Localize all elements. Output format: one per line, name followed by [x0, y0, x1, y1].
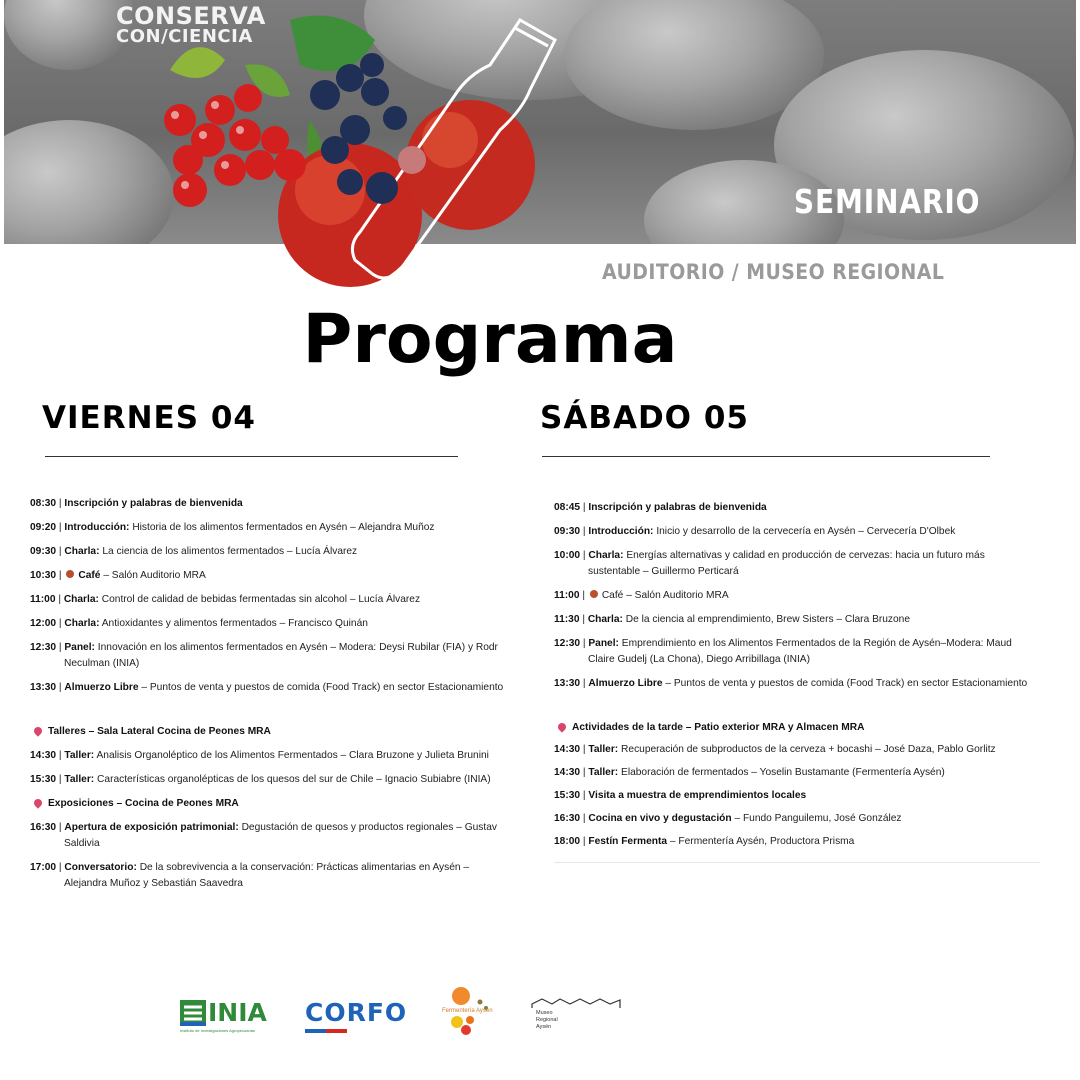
schedule-item-continued: sustentable – Guillermo Perticará [588, 566, 739, 577]
inia-mark-icon [180, 1000, 206, 1026]
schedule-item: 13:30 | Almuerzo Libre – Puntos de venta y puestos de comida (Food Track) en sector Estacionamiento [30, 682, 504, 693]
inia-logo: INIA Instituto de Investigaciones Agropecuarias [180, 998, 267, 1033]
schedule-item: 11:30 | Charla: De la ciencia al emprendimiento, Brew Sisters – Clara Bruzone [554, 614, 911, 625]
schedule-item: 16:30 | Apertura de exposición patrimonial: Degustación de quesos y productos regionales – Gustav [30, 822, 497, 833]
schedule-item: 12:30 | Panel: Innovación en los alimentos fermentados en Aysén – Modera: Deysi Rubilar (FIA) y Rodr [30, 642, 498, 653]
logo-conserva: CONSERVA [116, 2, 266, 30]
corfo-flag-bar [305, 1029, 347, 1033]
schedule-item-continued: Saldivia [64, 838, 100, 849]
schedule-item: 10:00 | Charla: Energías alternativas y calidad en producción de cervezas: hacia un futuro más [554, 550, 985, 561]
schedule-item: 15:30 | Taller: Características organolépticas de los quesos del sur de Chile – Ignacio Subiabre (INIA) [30, 774, 491, 785]
day-heading-friday: VIERNES 04 [42, 400, 256, 436]
fermenteria-logo: Fermentería Aysén [440, 986, 500, 1036]
section-heading-tarde: Actividades de la tarde – Patio exterior MRA y Almacen MRA [554, 720, 1034, 736]
schedule-item-continued: Neculman (INIA) [64, 658, 140, 669]
schedule-item-continued: Claire Gudelj (La Chona), Diego Arribillaga (INIA) [588, 654, 810, 665]
museo-roofline-icon [530, 996, 625, 1010]
museo-logo: Museo Regional Aysén [530, 996, 625, 1036]
location-pin-icon [32, 797, 43, 808]
fruit-bottle-illustration [150, 0, 590, 290]
schedule-item: 08:45 | Inscripción y palabras de bienvenida [554, 502, 767, 513]
section-heading-exposiciones: Exposiciones – Cocina de Peones MRA [30, 796, 528, 812]
venue-label: AUDITORIO / MUSEO REGIONAL [602, 260, 945, 284]
schedule-item: 18:00 | Festín Fermenta – Fermentería Aysén, Productora Prisma [554, 836, 855, 847]
schedule-item: 09:30 | Introducción: Inicio y desarrollo de la cervecería en Aysén – Cervecería D'Olbek [554, 526, 956, 537]
corfo-logo: CORFO [305, 998, 407, 1033]
schedule-item: 12:00 | Charla: Antioxidantes y alimentos fermentados – Francisco Quinán [30, 618, 368, 629]
friday-schedule [30, 496, 528, 916]
schedule-item: 09:20 | Introducción: Historia de los alimentos fermentados en Aysén – Alejandra Muñoz [30, 522, 435, 533]
divider [542, 456, 990, 457]
schedule-item: 14:30 | Taller: Analisis Organoléptico de los Alimentos Fermentados – Clara Bruzone y Julieta Brunini [30, 750, 489, 761]
schedule-item: 14:30 | Taller: Recuperación de subproductos de la cerveza + bocashi – José Daza, Pablo Gorlitz [554, 744, 996, 755]
schedule-item: 08:30 | Inscripción y palabras de bienvenida [30, 498, 243, 509]
texture-blob [4, 0, 134, 70]
schedule-item: 13:30 | Almuerzo Libre – Puntos de venta y puestos de comida (Food Track) en sector Estacionamiento [554, 678, 1028, 689]
schedule-item: 16:30 | Cocina en vivo y degustación – Fundo Panguilemu, José González [554, 813, 902, 824]
schedule-item: 09:30 | Charla: La ciencia de los alimentos fermentados – Lucía Álvarez [30, 546, 358, 557]
texture-blob [4, 120, 174, 244]
day-heading-saturday: SÁBADO 05 [540, 400, 749, 436]
logo-conciencia: CON/CIENCIA [116, 26, 253, 47]
schedule-item: 15:30 | Visita a muestra de emprendimientos locales [554, 790, 807, 801]
schedule-item-continued: Alejandra Muñoz y Sebastián Saavedra [64, 878, 243, 889]
location-pin-icon [32, 725, 43, 736]
divider [45, 456, 458, 457]
coffee-icon [66, 570, 74, 578]
schedule-item: 11:00 | Charla: Control de calidad de bebidas fermentadas sin alcohol – Lucía Álvarez [30, 594, 421, 605]
schedule-item: 11:00 | Café – Salón Auditorio MRA [554, 590, 729, 601]
saturday-schedule [554, 500, 1034, 850]
leaf-icon [170, 47, 225, 78]
schedule-item: 12:30 | Panel: Emprendimiento en los Alimentos Fermentados de la Región de Aysén–Modera: Maud [554, 638, 1012, 649]
coffee-icon [590, 590, 598, 598]
location-pin-icon [556, 721, 567, 732]
schedule-item: 10:30 | Café – Salón Auditorio MRA [30, 570, 206, 581]
event-type-label: SEMINARIO [793, 182, 980, 221]
schedule-item: 14:30 | Taller: Elaboración de fermentados – Yoselin Bustamante (Fermentería Aysén) [554, 767, 945, 778]
schedule-item: 17:00 | Conversatorio: De la sobrevivencia a la conservación: Prácticas alimentarias en Aysén – [30, 862, 470, 873]
section-heading-talleres: Talleres – Sala Lateral Cocina de Peones MRA [30, 724, 528, 740]
divider [554, 862, 1040, 863]
page-title: Programa [302, 300, 678, 379]
